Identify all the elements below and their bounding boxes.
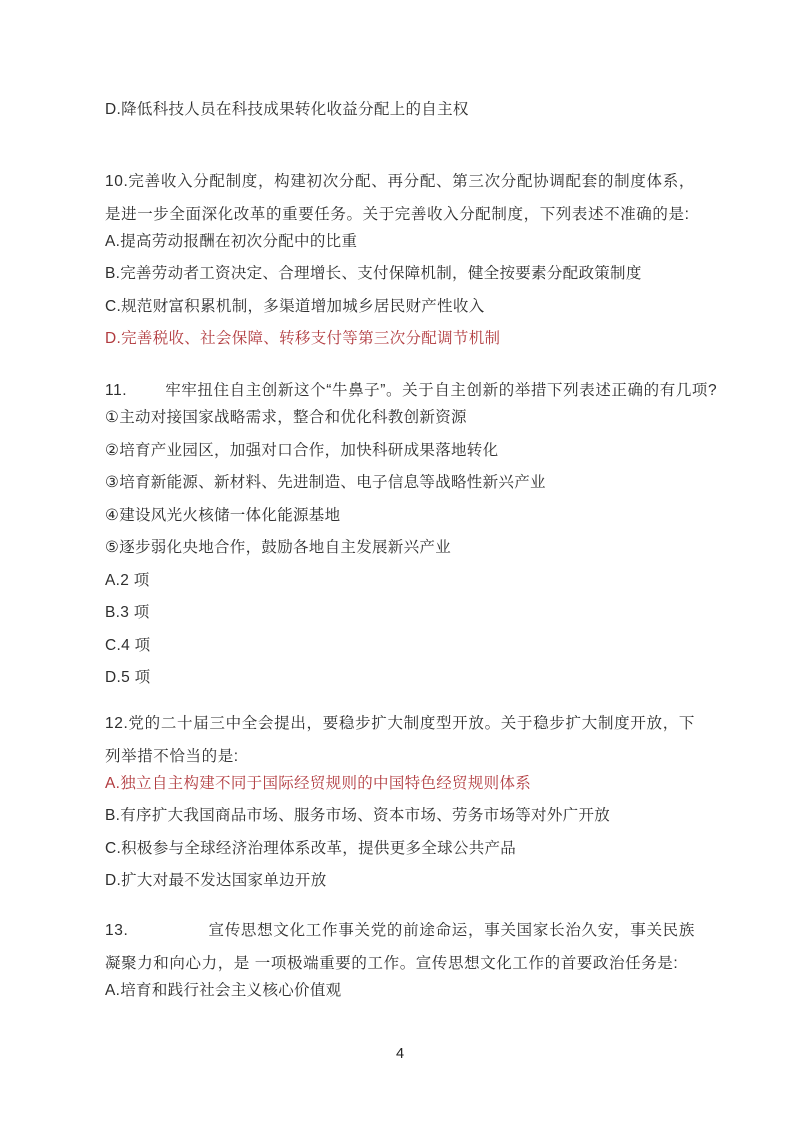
question-12-option-a-highlighted: A.独立自主构建不同于国际经贸规则的中国特色经贸规则体系: [105, 774, 532, 792]
question-13-stem-text: 宣传思想文化工作事关党的前途命运，事关国家长治久安，事关民族凝聚力和向心力，是 一项极端重要的工作。宣传思想文化工作的首要政治任务是:: [105, 922, 695, 972]
question-11-stem: [105, 375, 718, 408]
question-11-item-3: ③培育新能源、新材料、先进制造、电子信息等战略性新兴产业: [105, 474, 546, 491]
option-line-prev-d: D.降低科技人员在科技成果转化收益分配上的自主权: [105, 101, 469, 118]
question-11-option-b: B.3 项: [105, 604, 150, 621]
question-11-option-a: A.2 项: [105, 571, 150, 589]
question-13: [105, 915, 695, 1001]
question-10-option-c: C.规范财富积累机制，多渠道增加城乡居民财产性收入: [105, 297, 485, 315]
question-12-stem: 12.党的二十届三中全会提出，要稳步扩大制度型开放。关于稳步扩大制度开放，下列举措不恰当的是:: [105, 715, 695, 765]
question-10-option-d-highlighted: D.完善税收、社会保障、转移支付等第三次分配调节机制: [105, 330, 501, 347]
question-10: [105, 166, 695, 349]
question-12-option-d: D.扩大对最不发达国家单边开放: [105, 872, 327, 889]
question-11-option-d: D.5 项: [105, 669, 151, 686]
question-11-item-1: ①主动对接国家战略需求，整合和优化科教创新资源: [105, 409, 467, 426]
question-11-number: 11.: [105, 382, 128, 399]
question-11-option-c: C.4 项: [105, 636, 151, 654]
question-13-number: 13.: [105, 922, 129, 939]
question-10-option-a: A.提高劳动报酬在初次分配中的比重: [105, 232, 358, 250]
question-11: [105, 375, 718, 688]
question-11-item-2: ②培育产业园区，加强对口合作，加快科研成果落地转化: [105, 441, 499, 459]
question-12: [105, 708, 695, 891]
question-11-item-5: ⑤逐步弱化央地合作，鼓励各地自主发展新兴产业: [105, 539, 451, 556]
question-12-option-c: C.积极参与全球经济治理体系改革，提供更多全球公共产品: [105, 839, 517, 857]
question-13-stem: [105, 915, 695, 980]
question-11-stem-text: 牢牢扭住自主创新这个“牛鼻子”。关于自主创新的举措下列表述正确的有几项?: [165, 382, 718, 399]
question-10-option-b: B.完善劳动者工资决定、合理增长、支付保障机制，健全按要素分配政策制度: [105, 265, 642, 282]
question-13-option-a: A.培育和践行社会主义核心价值观: [105, 981, 342, 999]
page-number: 4: [395, 1046, 405, 1062]
question-12-option-b: B.有序扩大我国商品市场、服务市场、资本市场、劳务市场等对外广开放: [105, 807, 611, 824]
question-10-stem: 10.完善收入分配制度，构建初次分配、再分配、第三次分配协调配套的制度体系，是进一步全面深化改革的重要任务。关于完善收入分配制度，下列表述不准确的是:: [105, 173, 695, 223]
question-11-item-4: ④建设风光火核储一体化能源基地: [105, 506, 341, 524]
